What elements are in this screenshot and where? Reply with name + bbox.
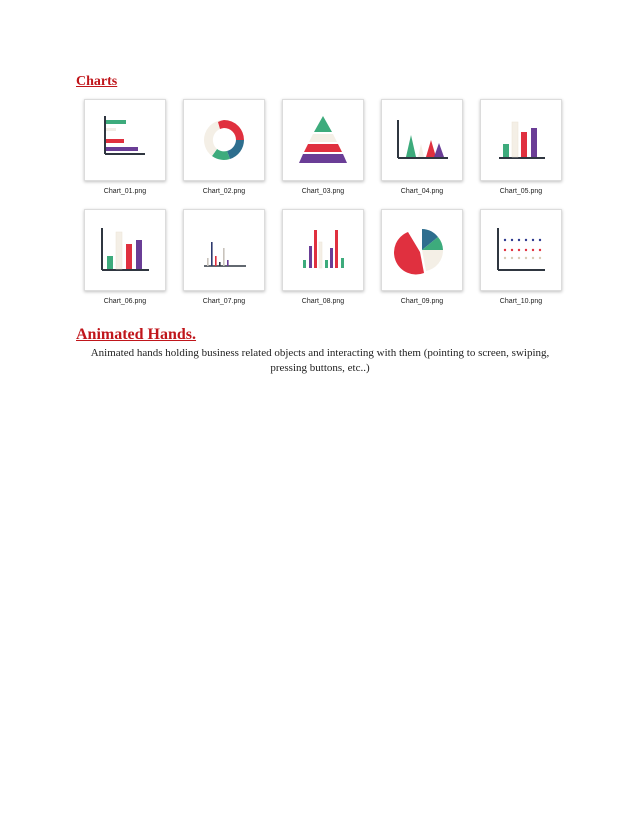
thin-bar-chart-icon <box>186 212 262 288</box>
thumbnail-caption: Chart_07.png <box>202 298 246 305</box>
horizontal-bar-chart-icon <box>87 102 163 178</box>
charts-heading: Charts <box>76 74 118 89</box>
thumbnail-caption: Chart_02.png <box>202 188 246 195</box>
thumbnail-chart-05[interactable] <box>480 99 562 195</box>
thumbnail-chart-02[interactable] <box>183 99 265 195</box>
thumbnail-chart-06[interactable] <box>84 209 166 305</box>
thumbnail-caption: Chart_10.png <box>499 298 543 305</box>
thumbnail-chart-10[interactable] <box>480 209 562 305</box>
thumbnail-caption: Chart_05.png <box>499 188 543 195</box>
triangle-chart-icon <box>384 102 460 178</box>
thumbnail-caption: Chart_09.png <box>400 298 444 305</box>
animated-hands-heading: Animated Hands. <box>76 326 197 343</box>
pyramid-chart-icon <box>285 102 361 178</box>
animated-hands-description: Animated hands holding business related objects and interacting with them (pointing to screen, swiping, pressing buttons, etc..) <box>90 347 550 374</box>
vertical-bar-chart-icon <box>483 102 559 178</box>
donut-chart-icon <box>186 102 262 178</box>
thumbnail-caption: Chart_06.png <box>103 298 147 305</box>
thumbnail-chart-04[interactable] <box>381 99 463 195</box>
thumbnail-chart-03[interactable] <box>282 99 364 195</box>
dot-plot-chart-icon <box>483 212 559 288</box>
thumbnail-caption: Chart_04.png <box>400 188 444 195</box>
thumbnail-caption: Chart_03.png <box>301 188 345 195</box>
thumbnail-caption: Chart_08.png <box>301 298 345 305</box>
chart-thumbnail-grid <box>84 99 562 311</box>
pie-chart-icon <box>384 212 460 288</box>
thumbnail-caption: Chart_01.png <box>103 188 147 195</box>
column-chart-icon <box>285 212 361 288</box>
thumbnail-chart-08[interactable] <box>282 209 364 305</box>
thumbnail-chart-09[interactable] <box>381 209 463 305</box>
vertical-bar-chart-icon <box>87 212 163 288</box>
thumbnail-chart-07[interactable] <box>183 209 265 305</box>
thumbnail-chart-01[interactable] <box>84 99 166 195</box>
